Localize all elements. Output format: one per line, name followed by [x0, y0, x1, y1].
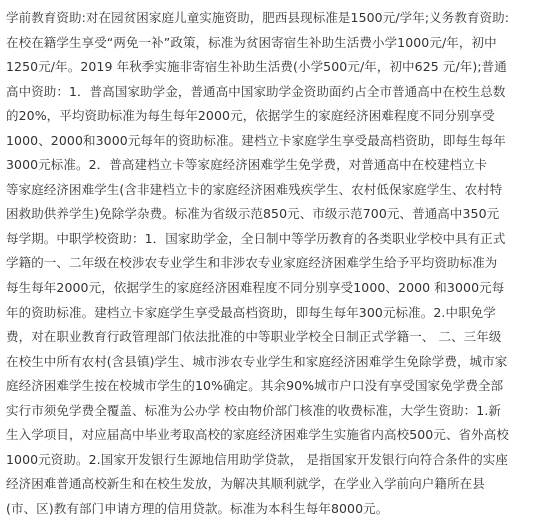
- text-line: 年的资助标准。建档立卡家庭学生享受最高档资助，即每生每年300元标准。2.中职免学: [6, 304, 496, 320]
- text-line: 1000、2000和3000元每年的资助标准。建档立卡家庭学生享受最高档资助，即每生每年: [6, 132, 506, 148]
- text-line: 困救助供养学生)免除学杂费。标准为省级示范850元、市级示范700元、普通高中350元: [6, 206, 500, 222]
- text-line: 费，对在职业教育行政管理部门依法批准的中等职业学校全日制正式学籍一、 二、三年级: [6, 329, 502, 345]
- text-line: (市、区)教有部门申请方理的信用贷款。标准为本科生每年8000元。: [6, 500, 389, 516]
- text-line: 生入学项目，对应届高中毕业考取高校的家庭经济困难学生实施省内高校500元、省外高校: [6, 427, 509, 443]
- text-line: 1250元/年。2019 年秋季实施非寄宿生补助生活费(小学500元/年，初中625 元/年);普通: [6, 59, 507, 75]
- text-line: 每学期。中职学校资助：1．国家助学金，全日制中等学历教育的各类职业学校中具有正式: [6, 230, 506, 246]
- text-line: 3000元标准。2．普高建档立卡等家庭经济困难学生免学费，对普通高中在校建档立卡: [6, 157, 488, 173]
- text-line: 庭经济困难学生按在校城市学生的10%确定。其余90%城市户口没有享受国家免学费全部: [6, 378, 504, 394]
- text-line: 在校生中所有农村(含县镇)学生、城市涉农专业学生和家庭经济困难学生免除学费，城市家: [6, 353, 508, 369]
- text-line: 学籍的一、二年级在校涉农专业学生和非涉农专业家庭经济困难学生给予平均资助标准为: [6, 255, 498, 271]
- text-line: 高中资助：1．普高国家助学金，普通高中国家助学金资助面约占全市普通高中在校生总数: [6, 83, 506, 99]
- text-line: 每生每年2000元，依据学生的家庭经济困难程度不同分别享受1000、2000 和3000元每: [6, 280, 505, 296]
- text-line: 等家庭经济困难学生(含非建档立卡的家庭经济困难残疾学生、农村低保家庭学生、农村特: [6, 181, 503, 197]
- text-line: 的20%，平均资助标准为每生每年2000元，依据学生的家庭经济困难程度不同分别享受: [6, 108, 495, 124]
- text-line: 在校在籍学生享受“两免一补”政策，标准为贫困寄宿生补助生活费小学1000元/年，初中: [6, 34, 497, 50]
- text-line: 实行市须免学费全覆盖、标准为公办学 校由物价部门核准的收费标准，大学生资助：1.新: [6, 402, 502, 418]
- text-line: 1000元资助。2.国家开发银行生源地信用助学贷款， 是指国家开发银行向符合条件的实座: [6, 451, 509, 467]
- text-line: 经济困难普通高校新生和在校生发放，为解决其顺利就学，在学业入学前向户籍所在县: [6, 476, 485, 492]
- text-line: 学前教育资助:对在园贫困家庭儿童实施资助，肥西县现标准是1500元/学年;义务教育资助:: [6, 10, 510, 25]
